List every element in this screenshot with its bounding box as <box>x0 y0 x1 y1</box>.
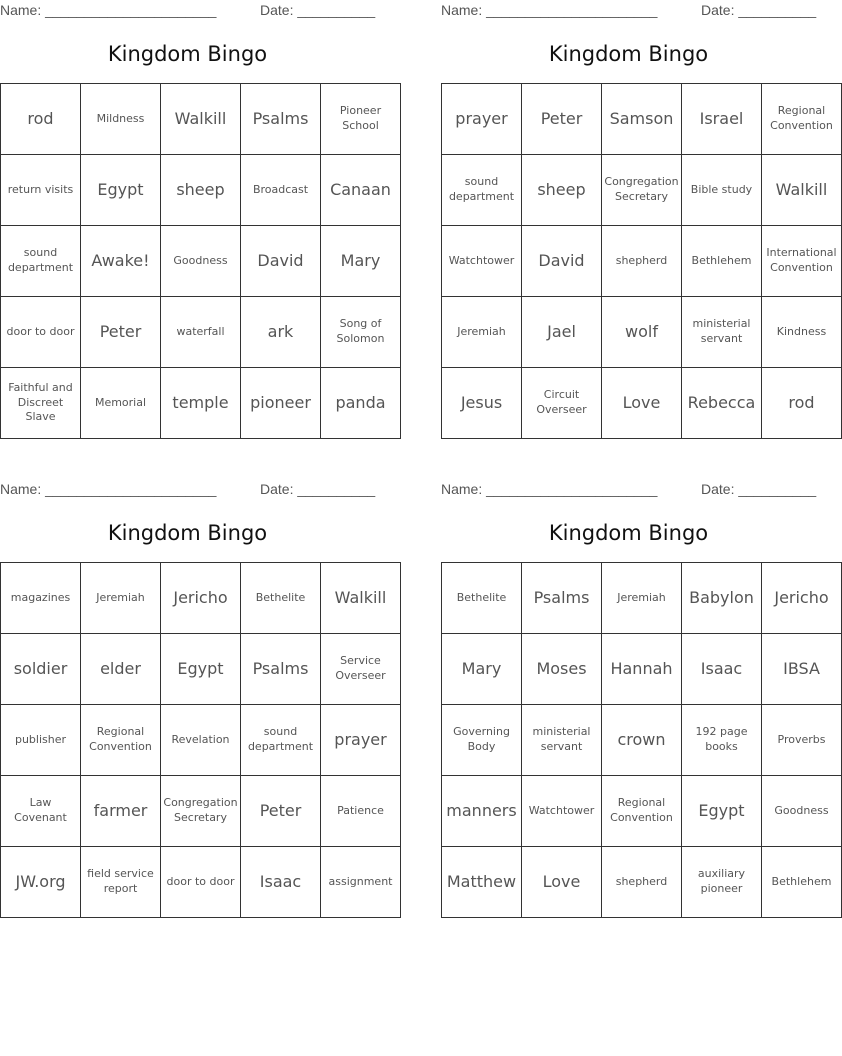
bingo-cell: JW.org <box>1 847 81 918</box>
bingo-cell: Psalms <box>241 634 321 705</box>
bingo-cell: Kindness <box>762 297 842 368</box>
bingo-cell: Jeremiah <box>442 297 522 368</box>
bingo-cell: Hannah <box>602 634 682 705</box>
bingo-cell: International Convention <box>762 226 842 297</box>
bingo-cell: Egypt <box>161 634 241 705</box>
bingo-row <box>442 847 842 918</box>
bingo-cell: Watchtower <box>442 226 522 297</box>
bingo-cell: Bible study <box>682 155 762 226</box>
bingo-cell: Canaan <box>321 155 401 226</box>
bingo-cell: sheep <box>522 155 602 226</box>
bingo-cell: door to door <box>1 297 81 368</box>
bingo-cell: prayer <box>442 84 522 155</box>
bingo-row <box>442 705 842 776</box>
bingo-cell: Jesus <box>442 368 522 439</box>
bingo-cell: shepherd <box>602 226 682 297</box>
bingo-cell: manners <box>442 776 522 847</box>
bingo-cell: Psalms <box>241 84 321 155</box>
bingo-cell: Babylon <box>682 563 762 634</box>
bingo-cell: ark <box>241 297 321 368</box>
bingo-cell: David <box>522 226 602 297</box>
bingo-cell: soldier <box>1 634 81 705</box>
bingo-cell: pioneer <box>241 368 321 439</box>
bingo-cell: Walkill <box>762 155 842 226</box>
bingo-card <box>0 0 391 435</box>
bingo-cell: Jeremiah <box>602 563 682 634</box>
bingo-grid <box>0 83 401 439</box>
bingo-cell: Jael <box>522 297 602 368</box>
bingo-cell: sound department <box>1 226 81 297</box>
bingo-cell: Circuit Overseer <box>522 368 602 439</box>
name-field-label: Name: ______________________ <box>441 2 658 18</box>
bingo-row <box>442 563 842 634</box>
bingo-row <box>1 634 401 705</box>
bingo-cell: Congregation Secretary <box>161 776 241 847</box>
bingo-row <box>1 368 401 439</box>
bingo-cell: Walkill <box>321 563 401 634</box>
bingo-cell: magazines <box>1 563 81 634</box>
bingo-grid <box>441 562 842 918</box>
bingo-cell: Patience <box>321 776 401 847</box>
bingo-cell: waterfall <box>161 297 241 368</box>
bingo-cell: Revelation <box>161 705 241 776</box>
bingo-cell: sound department <box>442 155 522 226</box>
name-field-label: Name: ______________________ <box>0 481 217 497</box>
bingo-row <box>1 226 401 297</box>
bingo-cell: prayer <box>321 705 401 776</box>
bingo-cell: Mildness <box>81 84 161 155</box>
bingo-row <box>1 84 401 155</box>
bingo-cell: ministerial servant <box>522 705 602 776</box>
bingo-cell: Psalms <box>522 563 602 634</box>
bingo-cell: Mary <box>321 226 401 297</box>
bingo-cell: Bethlehem <box>682 226 762 297</box>
bingo-row <box>1 776 401 847</box>
date-field-label: Date: __________ <box>260 481 376 497</box>
bingo-cell: Song of Solomon <box>321 297 401 368</box>
bingo-row <box>1 847 401 918</box>
bingo-cell: Rebecca <box>682 368 762 439</box>
bingo-cell: rod <box>1 84 81 155</box>
bingo-card <box>441 0 837 435</box>
bingo-cell: Regional Convention <box>81 705 161 776</box>
bingo-cell: Bethelite <box>442 563 522 634</box>
bingo-grid <box>0 562 401 918</box>
bingo-cell: David <box>241 226 321 297</box>
bingo-cell: Congregation Secretary <box>602 155 682 226</box>
bingo-cell: Love <box>522 847 602 918</box>
bingo-cell: Peter <box>241 776 321 847</box>
bingo-cell: Egypt <box>81 155 161 226</box>
bingo-cell: sound department <box>241 705 321 776</box>
bingo-cell: Goodness <box>161 226 241 297</box>
card-title: Kingdom Bingo <box>548 521 709 545</box>
bingo-cell: Goodness <box>762 776 842 847</box>
bingo-cell: assignment <box>321 847 401 918</box>
bingo-cell: Matthew <box>442 847 522 918</box>
bingo-cell: field service report <box>81 847 161 918</box>
card-title: Kingdom Bingo <box>548 42 709 66</box>
bingo-cell: return visits <box>1 155 81 226</box>
bingo-cell: Jeremiah <box>81 563 161 634</box>
bingo-cell: Peter <box>522 84 602 155</box>
bingo-card <box>441 479 832 914</box>
bingo-cell: elder <box>81 634 161 705</box>
bingo-cell: Pioneer School <box>321 84 401 155</box>
name-field-label: Name: ______________________ <box>441 481 658 497</box>
bingo-cell: Samson <box>602 84 682 155</box>
date-field-label: Date: __________ <box>701 2 817 18</box>
bingo-row <box>442 84 842 155</box>
bingo-cell: Watchtower <box>522 776 602 847</box>
card-title: Kingdom Bingo <box>107 521 268 545</box>
bingo-cell: Egypt <box>682 776 762 847</box>
bingo-cell: Faithful and Discreet Slave <box>1 368 81 439</box>
bingo-cell: Bethelite <box>241 563 321 634</box>
bingo-card <box>0 479 393 914</box>
bingo-cell: ministerial servant <box>682 297 762 368</box>
bingo-cell: Mary <box>442 634 522 705</box>
bingo-cell: Regional Convention <box>762 84 842 155</box>
bingo-cell: Memorial <box>81 368 161 439</box>
bingo-cell: door to door <box>161 847 241 918</box>
bingo-cell: Regional Convention <box>602 776 682 847</box>
bingo-cell: IBSA <box>762 634 842 705</box>
bingo-cell: 192 page books <box>682 705 762 776</box>
bingo-cell: Israel <box>682 84 762 155</box>
bingo-cell: Jericho <box>161 563 241 634</box>
bingo-cell: sheep <box>161 155 241 226</box>
bingo-cell: Governing Body <box>442 705 522 776</box>
date-field-label: Date: __________ <box>701 481 817 497</box>
bingo-cell: wolf <box>602 297 682 368</box>
bingo-row <box>442 634 842 705</box>
bingo-row <box>442 155 842 226</box>
bingo-row <box>442 226 842 297</box>
bingo-row <box>1 155 401 226</box>
bingo-cell: Isaac <box>241 847 321 918</box>
bingo-row <box>442 297 842 368</box>
bingo-cell: Bethlehem <box>762 847 842 918</box>
bingo-cell: Moses <box>522 634 602 705</box>
bingo-cell: Law Covenant <box>1 776 81 847</box>
bingo-row <box>1 705 401 776</box>
bingo-cell: Service Overseer <box>321 634 401 705</box>
bingo-grid <box>441 83 842 439</box>
bingo-cell: Peter <box>81 297 161 368</box>
bingo-cell: shepherd <box>602 847 682 918</box>
bingo-row <box>1 563 401 634</box>
bingo-cell: Walkill <box>161 84 241 155</box>
bingo-cell: Awake! <box>81 226 161 297</box>
bingo-cell: Broadcast <box>241 155 321 226</box>
date-field-label: Date: __________ <box>260 2 376 18</box>
name-field-label: Name: ______________________ <box>0 2 217 18</box>
bingo-row <box>442 368 842 439</box>
bingo-cell: rod <box>762 368 842 439</box>
bingo-cell: Proverbs <box>762 705 842 776</box>
bingo-cell: temple <box>161 368 241 439</box>
bingo-cell: Jericho <box>762 563 842 634</box>
bingo-cell: auxiliary pioneer <box>682 847 762 918</box>
bingo-cell: crown <box>602 705 682 776</box>
bingo-cell: publisher <box>1 705 81 776</box>
bingo-cell: Isaac <box>682 634 762 705</box>
bingo-cell: Love <box>602 368 682 439</box>
bingo-cell: farmer <box>81 776 161 847</box>
bingo-cell: panda <box>321 368 401 439</box>
bingo-row <box>442 776 842 847</box>
bingo-row <box>1 297 401 368</box>
card-title: Kingdom Bingo <box>107 42 268 66</box>
